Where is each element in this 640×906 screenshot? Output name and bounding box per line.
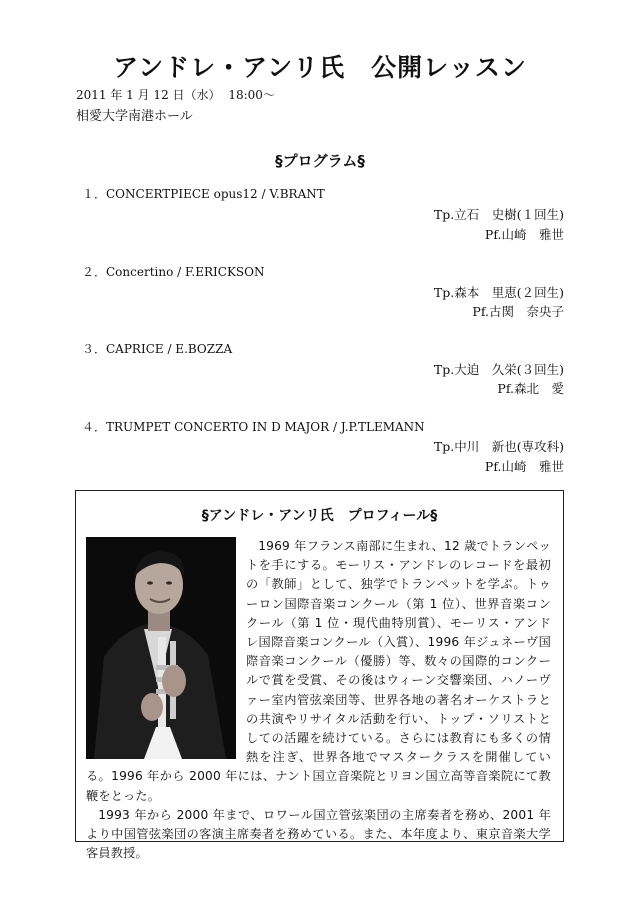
performer-trumpet: Tp.大迫 久栄(３回生)	[433, 362, 564, 377]
event-venue: 相愛大学南港ホール	[76, 109, 193, 124]
event-datetime	[76, 86, 279, 103]
performer-piano: Pf.古関 奈央子	[472, 304, 564, 319]
program-item-title: ２．Concertino / F.ERICKSON	[82, 265, 265, 279]
program-item-title: １．CONCERTPIECE opus12 / V.BRANT	[82, 187, 325, 201]
program-item-title: ３．CAPRICE / E.BOZZA	[82, 342, 233, 356]
program-item-title: ４．TRUMPET CONCERTO IN D MAJOR / J.P.TLEMANN	[82, 420, 425, 434]
performer-piano: Pf.森北 愛	[497, 381, 564, 396]
biography-paragraph: 1993 年から 2000 年まで、ロワール国立管弦楽団の主席奏者を務め、2001 年より中国管弦楽団の客演主席奏者を務めている。また、本年度より、東京音楽大学客員教授。	[86, 807, 551, 861]
event-time: 18:00〜	[228, 88, 275, 102]
performer-piano: Pf.山崎 雅世	[484, 459, 564, 474]
biography-paragraph: 1969 年フランス南部に生まれ、12 歳でトランペットを手にする。モーリス・アンドレのレコードを最初の「教師」として、独学でトランペットを学ぶ。トゥーロン国際音楽コンクール（第 1 位）、世界音楽コンクール（第 1 位・現代曲特別賞）、モーリス・アンドレ国際音楽コンクール（入賞）、1996 年ジュネーヴ国際音楽コンクール（優勝）等、数々の国際的コンクールで賞を受賞、その後はウィーン交響楽団、ハノーヴァー室内管弦楽団等、世界各地の著名オーケストラとの共演やリサイタル活動を行い、トップ・ソリストとしての活躍を続けている。さらには教育にも多くの情熱を注ぎ、世界各地でマスタークラスを開催している。1996 年から 2000 年には、ナント国立音楽院とリヨン国立高等音楽院にて教鞭をとった。	[86, 539, 551, 803]
page-title: アンドレ・アンリ氏 公開レッスン	[113, 53, 527, 82]
profile-box	[75, 490, 564, 861]
event-date: 2011 年 1 月 12 日（水）	[76, 88, 221, 102]
performer-trumpet: Tp.森本 里恵(２回生)	[433, 285, 564, 300]
program-heading: §プログラム§	[275, 152, 365, 170]
performer-trumpet: Tp.立石 史樹(１回生)	[433, 207, 564, 222]
profile-biography	[76, 531, 563, 863]
profile-heading: §アンドレ・アンリ氏 プロフィール§	[201, 508, 438, 524]
performer-piano: Pf.山崎 雅世	[484, 227, 564, 242]
performer-trumpet: Tp.中川 新也(専攻科)	[433, 439, 564, 454]
